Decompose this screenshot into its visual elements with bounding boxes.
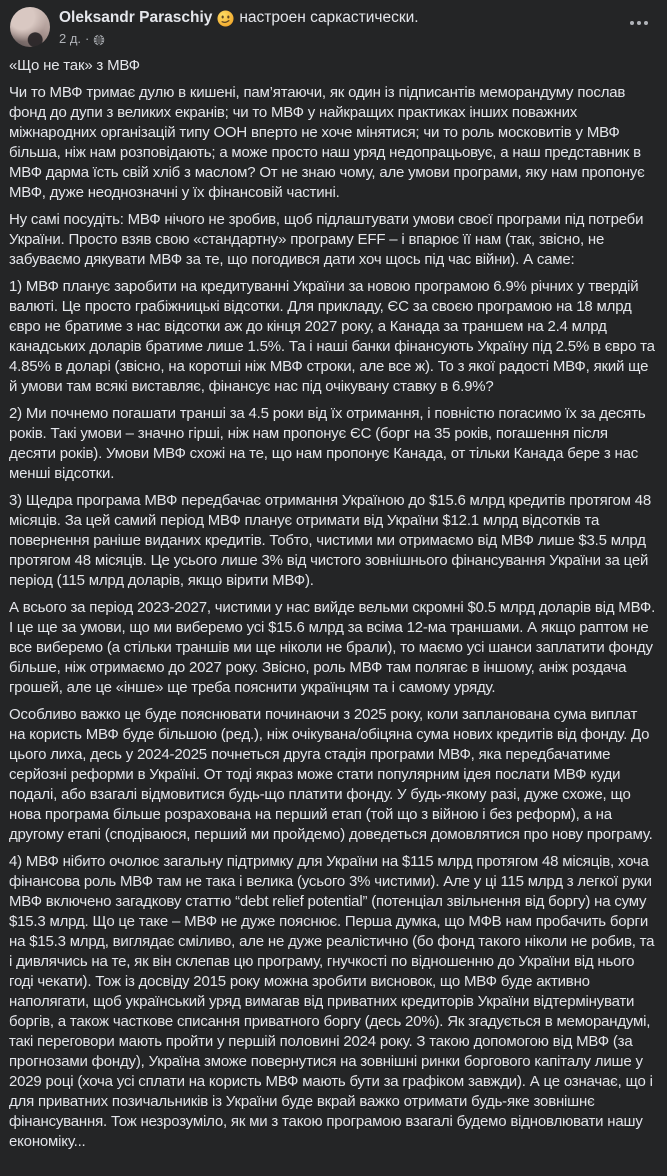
smirking-face-emoji-icon (217, 10, 234, 27)
post-paragraph: Ну самі посудіть: МВФ нічого не зробив, щоб підлаштувати умови своєї програми під потреби України. Просто взяв свою «стандартну» програму EFF – і впарює її нам (так, звісно, не забуваємо дякувати МВФ за те, що погодився дати хоч щось під час війни). А саме: (9, 211, 644, 268)
post-timestamp[interactable]: 2 д. (59, 31, 82, 46)
post-paragraph: 4) МВФ нібито очолює загальну підтримку для України на $115 млрд протягом 48 місяців, хоча фінансова роль МВФ там не така і велика (усього 3% чистими). Але у ці 115 млрд з легкої руки МВФ включено загадкову статтю “debt relief potential” (потенціал звільнення від боргу) на суму $15.3 млрд. Що це таке – МВФ не дуже пояснює. Перша думка, що МФВ нам пробачить борги на $15.3 млрд, виглядає сміливо, але не дуже реалістично (бо фонд такого ніколи не робив, та і дивлячись на те, як він склепав цю програму, гнучкості по відношенню до України від нього годі чекати). Тож із досвіду 2015 року можна зробити висновок, що МВФ буде активно наполягати, щоб український уряд вимагав від приватних кредиторів України відтермінувати боргів, а також часткове списання приватного боргу (десь 20%). Як згадується в меморандумі, такі переговори мають пройти у першій половині 2024 року. З такою допомогою від МВФ (за прогнозами фонду), Україна зможе повернутися на зовнішні ринки боргового капіталу лише у 2029 році (хоча усі сплати на користь МВФ мають бути за графіком завжди). А це означає, що і для приватних позичальників із України буде вкрай важко отримати будь-яке зовнішнє фінансування. Тож незрозуміло, як ми з такою програмою взагалі будемо відновлювати нашу економіку... (9, 853, 655, 1150)
post-title-line: «Що не так» з МВФ (9, 57, 140, 74)
meta-separator: · (85, 31, 90, 46)
author-name[interactable]: Oleksandr Paraschiy (59, 9, 213, 26)
post-paragraph: 3) Щедра програма МВФ передбачає отримання Україною до $15.6 млрд кредитів протягом 48 місяців. За цей самий період МВФ планує отримати від України $12.1 млрд відсотків та повернення раніше виданих кредитів. Тобто, чистими ми отримаємо від МВФ лише $3.5 млрд протягом 48 місяців. Це усього лише 3% від чистого зовнішнього фінансування України за цей період (115 млрд доларів, якщо вірити МВФ). (9, 492, 652, 589)
audience-globe-icon (93, 33, 105, 45)
feeling-status: настроен саркастически. (239, 9, 419, 26)
avatar[interactable] (10, 7, 50, 47)
post-meta (59, 30, 419, 47)
header-text (59, 7, 419, 47)
post-paragraph: Особливо важко це буде пояснювати починаючи з 2025 року, коли запланована сума виплат на користь МВФ буде більшою (ред.), ніж очікувана/обіцяна сума нових кредитів від фонду. До цього лиха, десь у 2024-2025 почнеться друга стадія програми МВФ, яка передбачатиме серйозні реформи в Україні. От тоді якраз може стати популярним ідея послати МВФ куди подалі, або взагалі відмовитися будь-що платити фонду. У будь-якому разі, дуже схоже, що нова програма більше розрахована на перший етап (той що з війною і без реформ), а на другому етапі (сподіваюся, перший ми пройдемо) доведеться домовлятися про нову програму. (9, 706, 653, 843)
post-paragraph: 1) МВФ планує заробити на кредитуванні України за новою програмою 6.9% річних у твердій валюті. Це просто грабіжницькі відсотки. Для прикладу, ЄС за своєю програмою на 18 млрд євро не братиме з нас відсотки аж до кінця 2027 року, а Канада за траншем на 2.4 млрд канадських доларів братиме лише 1.5%. Та і наші банки фінансують Україну під 2.5% в євро та 4.85% в доларі (звісно, на коротші ніж МВФ строки, але все ж). То з якої радості МВФ, який ще й умови там всякі виставляє, фінансує нас під очікувану ставку в 6.9%? (9, 278, 655, 395)
post-paragraph: А всього за період 2023-2027, чистими у нас вийде вельми скромні $0.5 млрд доларів від МВФ. І це ще за умови, що ми виберемо усі $15.6 млрд за всіма 12-ма траншами. А якщо раптом не все виберемо (а стільки траншів ми ще ніколи не брали), то маємо усі шанси заплатити фонду більше, ніж отримаємо до 2027 року. Звісно, роль МВФ там полягає в іншому, аніж роздача грошей, але це «інше» ще треба пояснити українцям та і самому уряду. (9, 599, 656, 696)
post-options-icon[interactable] (625, 12, 653, 34)
name-line (59, 8, 419, 28)
post-header (0, 0, 667, 53)
post-paragraph: 2) Ми почнемо погашати транші за 4.5 роки від їх отримання, і повністю погасимо їх за десять років. Такі умови – значно гірші, ніж нам пропонує ЄС (борг на 35 років, погашення після десяти років). Умови МВФ схожі на те, що нам пропонує Канада, от тільки Канада бере з нас менші відсотки. (9, 405, 646, 482)
post-body (0, 53, 667, 1152)
post-paragraph: Чи то МВФ тримає дулю в кишені, пам’ятаючи, як один із підписантів меморандуму послав фонд до дупи з великих екранів; чи то МВФ у найкращих практиках інших поважних міжнародних організацій типу ООН вперто не хоче мінятися; чи то роль московитів у МВФ більша, ніж нам розповідають; а може просто наш уряд недопрацьовує, а наш представник в МВФ дарма їсть свій хліб з маслом? От не знаю чому, але умови програми, яку нам пропонує МВФ, дуже неоднозначні у їх фінансовій частині. (9, 84, 645, 201)
